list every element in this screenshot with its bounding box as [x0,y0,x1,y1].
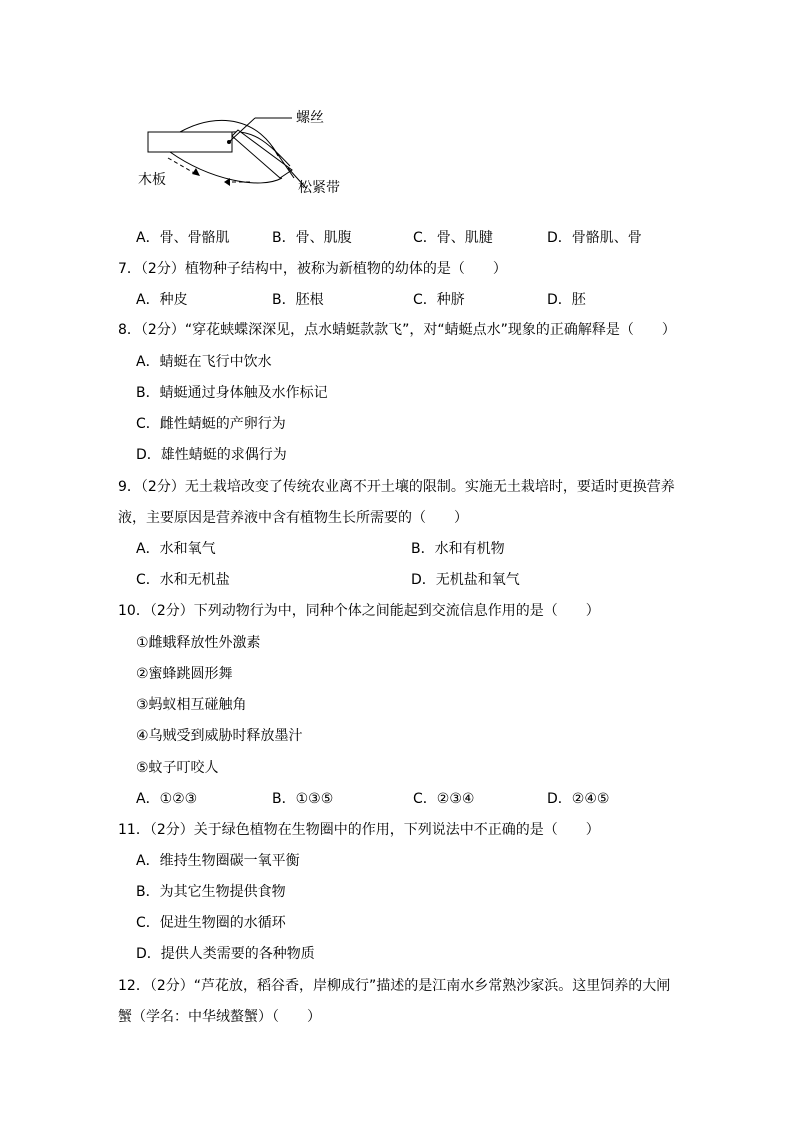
q8-option-a: A．蜻蜓在飞行中饮水 [136,354,272,370]
q11-stem: 11．（2分）关于绿色植物在生物圈中的作用，下列说法中不正确的是（ ） [118,822,600,838]
q9-option-a: A．水和氧气 [136,541,216,557]
q9-option-b: B．水和有机物 [411,541,505,557]
q12-stem-line1: 12．（2分）“芦花放，稻谷香，岸柳成行”描述的是江南水乡常熟沙家浜。这里饲养的大闸 [118,978,671,994]
q10-item-1: ①雌蛾释放性外激素 [136,635,261,651]
q11-option-c: C．促进生物圈的水循环 [136,915,286,931]
q11-option-d: D．提供人类需要的各种物质 [136,946,315,962]
q10-option-b: B．①③⑤ [272,791,334,807]
q8-option-b: B．蜻蜓通过身体触及水作标记 [136,385,328,401]
board-shape [148,132,232,152]
q10-stem: 10．（2分）下列动物行为中，同种个体之间能起到交流信息作用的是（ ） [118,603,600,619]
q6-option-c: C．骨、肌腱 [413,230,493,246]
q10-item-4: ④乌贼受到威胁时释放墨汁 [136,728,303,744]
q10-option-a: A．①②③ [136,791,198,807]
q7-stem: 7．（2分）植物种子结构中，被称为新植物的幼体的是（ ） [118,261,507,277]
q7-option-a: A．种皮 [136,292,188,308]
q9-option-c: C．水和无机盐 [136,572,230,588]
q8-stem: 8．（2分）“穿花蛱蝶深深见，点水蜻蜓款款飞”，对“蜻蜓点水”现象的正确解释是（ ） [118,322,676,338]
q10-option-d: D．②④⑤ [547,791,610,807]
q9-stem-line1: 9．（2分）无土栽培改变了传统农业离不开土壤的限制。实施无土栽培时，要适时更换营养 [118,479,675,495]
board-strap-diagram [130,100,370,210]
label-board: 木板 [138,172,166,188]
experiment-figure [130,100,370,210]
q6-option-d: D．骨骼肌、骨 [547,230,642,246]
q7-option-d: D．胚 [547,292,586,308]
q9-stem-line2: 液，主要原因是营养液中含有植物生长所需要的（ ） [118,510,468,526]
q6-option-a: A．骨、骨骼肌 [136,230,230,246]
q8-option-d: D．雄性蜻蜓的求偶行为 [136,447,287,463]
q10-item-3: ③蚂蚁相互碰触角 [136,697,247,713]
label-screw: 螺丝 [296,110,324,126]
q10-option-c: C．②③④ [413,791,475,807]
label-strap: 松紧带 [298,180,340,196]
q10-item-2: ②蜜蜂跳圆形舞 [136,666,233,682]
q11-option-a: A．维持生物圈碳一氧平衡 [136,853,300,869]
strap-band [232,130,292,178]
q9-option-d: D．无机盐和氧气 [411,572,520,588]
q7-option-b: B．胚根 [272,292,324,308]
q12-stem-line2: 蟹（学名：中华绒螯蟹）（ ） [118,1009,321,1025]
q8-option-c: C．雌性蜻蜓的产卵行为 [136,416,286,432]
q11-option-b: B．为其它生物提供食物 [136,884,286,900]
q10-item-5: ⑤蚊子叮咬人 [136,760,219,776]
q7-option-c: C．种脐 [413,292,465,308]
q6-option-b: B．骨、肌腹 [272,230,352,246]
